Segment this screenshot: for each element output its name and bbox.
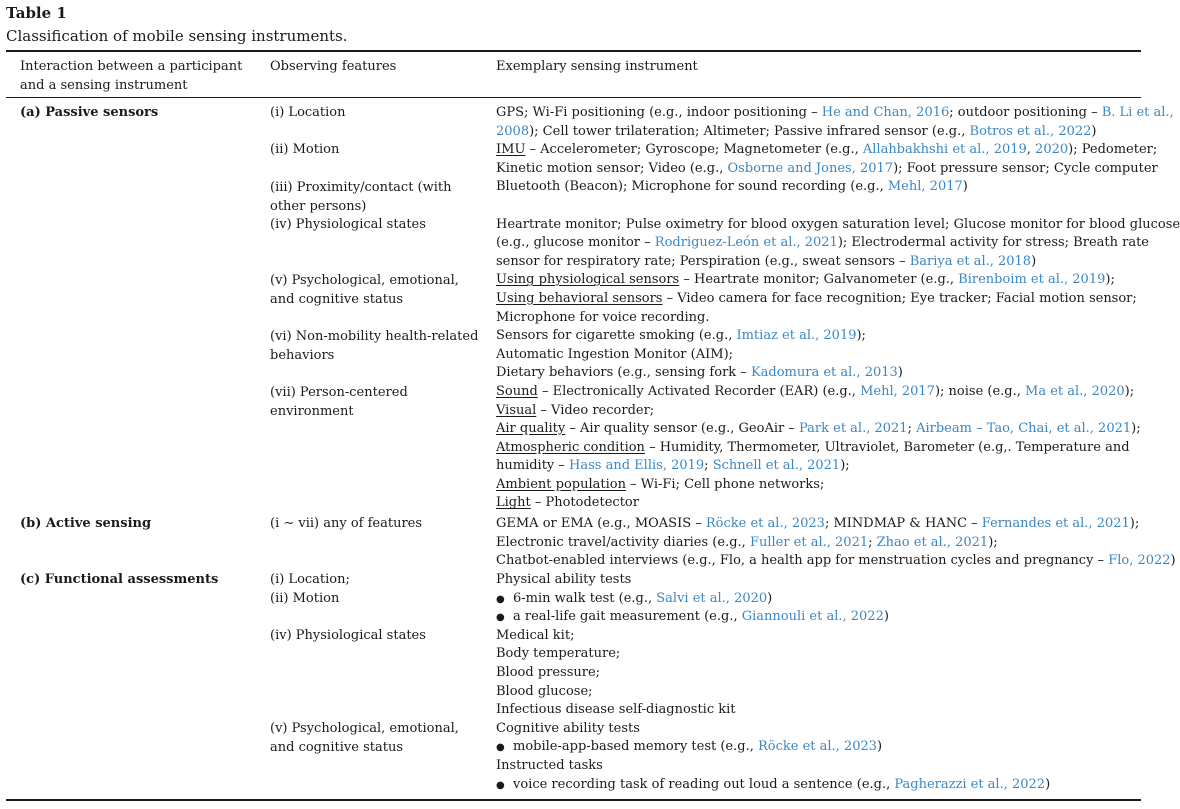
feature-c-psychological: (v) Psychological, emotional, and cognitive status [270, 721, 459, 755]
citation-link[interactable]: Birenboim et al., 2019 [958, 272, 1106, 288]
citation-link[interactable]: Schnell et al., 2021 [712, 458, 841, 474]
feature-non-mobility-behaviors: (vi) Non-mobility health-related behaviors [270, 329, 479, 363]
instrument-line: Ambient population – Wi-Fi; Cell phone networks; [496, 476, 825, 492]
citation-link[interactable]: Kadomura et al., 2013 [750, 365, 898, 381]
instrument-line: GEMA or EMA (e.g., MOASIS – Röcke et al., 2023; MINDMAP & HANC – Fernandes et al., 2021); [496, 516, 1140, 531]
bullet-icon: ● [496, 612, 505, 624]
instrument-line: Sound – Electronically Activated Recorder (EAR) (e.g., Mehl, 2017); noise (e.g., Ma et al., 2020); [496, 383, 1135, 399]
citation-link[interactable]: 2020 [1035, 142, 1069, 158]
feature-person-centered-environment: (vii) Person-centered environment [270, 385, 408, 419]
instrument-line: Blood pressure; [496, 664, 601, 680]
instruments-active [496, 515, 1176, 571]
citation-link[interactable]: B. Li et al., [1101, 105, 1174, 120]
citation-link[interactable]: Fuller et al., 2021 [749, 534, 869, 550]
instrument-line: Physical ability tests [496, 572, 632, 587]
instrument-line: Sensors for cigarette smoking (e.g., Imtiaz et al., 2019); [496, 328, 866, 344]
instrument-line: Instructed tasks [496, 757, 603, 773]
feature-proximity: (iii) Proximity/contact (with other persons) [270, 180, 452, 214]
instrument-line: ● mobile-app-based memory test (e.g., Röcke et al., 2023) [496, 739, 883, 755]
instrument-line: Microphone for voice recording. [496, 309, 710, 325]
instrument-line: GPS; Wi-Fi positioning (e.g., indoor positioning – He and Chan, 2016; outdoor positioning – B. Li et al., [496, 105, 1174, 120]
citation-link[interactable]: Airbeam – Tao, Chai, et al., 2021 [916, 421, 1132, 437]
top-rule [6, 50, 1141, 52]
citation-link[interactable]: Mehl, 2017 [887, 179, 963, 195]
feature-location: (i) Location [270, 105, 346, 120]
feature-c-location: (i) Location; [270, 572, 350, 587]
feature-motion: (ii) Motion [270, 142, 340, 157]
feature-any: (i ∼ vii) any of features [270, 516, 423, 531]
citation-link[interactable]: Osborne and Jones, 2017 [727, 160, 894, 176]
citation-link[interactable]: Bariya et al., 2018 [909, 253, 1032, 269]
instrument-line: IMU – Accelerometer; Gyroscope; Magnetometer (e.g., Allahbakhshi et al., 2019, 2020); Pedometer; [496, 142, 1158, 158]
instrument-line: Automatic Ingestion Monitor (AIM); [496, 346, 734, 362]
instrument-line: Using physiological sensors – Heartrate monitor; Galvanometer (e.g., Birenboim et al., 2019); [496, 272, 1115, 288]
bullet-icon: ● [496, 742, 505, 754]
instruments-passive [496, 104, 1180, 513]
bottom-rule [6, 799, 1141, 801]
citation-link[interactable]: Röcke et al., 2023 [705, 516, 825, 531]
table-label: Table 1 [6, 4, 67, 22]
instrument-line: Dietary behaviors (e.g., sensing fork – Kadomura et al., 2013) [496, 365, 903, 381]
instrument-line: ● a real-life gait measurement (e.g., Giannouli et al., 2022) [496, 609, 889, 625]
citation-link[interactable]: Giannouli et al., 2022 [741, 609, 884, 625]
category-active-sensing: (b) Active sensing [20, 516, 152, 531]
citation-link[interactable]: Imtiaz et al., 2019 [736, 328, 857, 344]
citation-link[interactable]: Botros et al., 2022 [969, 123, 1092, 139]
citation-link[interactable]: Allahbakhshi et al., 2019 [862, 142, 1027, 158]
citation-link[interactable]: Röcke et al., 2023 [757, 739, 878, 755]
instrument-line: ● 6-min walk test (e.g., Salvi et al., 2020) [496, 590, 773, 606]
instrument-line: Atmospheric condition – Humidity, Thermometer, Ultraviolet, Barometer (e.g,. Temperature and [496, 439, 1130, 455]
citation-link[interactable]: Park et al., 2021 [798, 421, 908, 437]
citation-link[interactable]: Fernandes et al., 2021 [981, 516, 1130, 531]
header-observing-features: Observing features [270, 59, 397, 74]
bullet-icon: ● [496, 593, 505, 605]
instrument-line: humidity – Hass and Ellis, 2019; Schnell et al., 2021); [496, 458, 850, 474]
citation-link[interactable]: Flo, 2022 [1108, 553, 1171, 569]
instrument-line: Using behavioral sensors – Video camera for face recognition; Eye tracker; Facial motion sensor; [496, 290, 1137, 306]
citation-link[interactable]: Pagherazzi et al., 2022 [894, 776, 1046, 792]
feature-psychological-status: (v) Psychological, emotional, and cognitive status [270, 273, 459, 307]
citation-link[interactable]: 2008 [496, 123, 530, 139]
header-interaction: Interaction between a participant and a sensing instrument [20, 59, 243, 93]
bullet-icon: ● [496, 779, 505, 791]
instrument-line: Medical kit; [496, 627, 575, 643]
category-functional-assessments: (c) Functional assessments [20, 572, 219, 587]
citation-link[interactable]: He and Chan, 2016 [821, 105, 950, 120]
instrument-line: 2008); Cell tower trilateration; Altimeter; Passive infrared sensor (e.g., Botros et al., 2022) [496, 123, 1097, 139]
instrument-line: Electronic travel/activity diaries (e.g., Fuller et al., 2021; Zhao et al., 2021); [496, 534, 998, 550]
instruments-functional [496, 571, 1050, 794]
citation-link[interactable]: Hass and Ellis, 2019 [569, 458, 705, 474]
instrument-line: Blood glucose; [496, 683, 593, 699]
instrument-line: Air quality – Air quality sensor (e.g., GeoAir – Park et al., 2021; Airbeam – Tao, Chai, et al., 2021); [496, 421, 1141, 437]
feature-c-physiological: (iv) Physiological states [270, 628, 426, 643]
instrument-line: Infectious disease self-diagnostic kit [496, 702, 736, 718]
feature-c-motion: (ii) Motion [270, 591, 340, 606]
feature-physiological-states: (iv) Physiological states [270, 217, 426, 232]
citation-link[interactable]: Ma et al., 2020 [1025, 383, 1125, 399]
instrument-line: Light – Photodetector [496, 495, 639, 511]
table-caption: Classification of mobile sensing instruments. [6, 27, 348, 45]
instrument-line: Kinetic motion sensor; Video (e.g., Osborne and Jones, 2017); Foot pressure sensor; Cycle computer [496, 160, 1158, 176]
instrument-line: Body temperature; [496, 646, 621, 662]
citation-link[interactable]: Zhao et al., 2021 [876, 534, 989, 550]
header-sensing-instrument: Exemplary sensing instrument [496, 59, 698, 74]
header-rule [6, 97, 1141, 98]
citation-link[interactable]: Salvi et al., 2020 [656, 590, 768, 606]
instrument-line: Visual – Video recorder; [496, 402, 655, 418]
instrument-line: Chatbot-enabled interviews (e.g., Flo, a health app for menstruation cycles and pregnancy – Flo, 2022) [496, 553, 1176, 569]
citation-link[interactable]: Rodriguez-León et al., 2021 [654, 235, 838, 251]
instrument-line: sensor for respiratory rate; Perspiration (e.g., sweat sensors – Bariya et al., 2018) [496, 253, 1037, 269]
instrument-line: ● voice recording task of reading out loud a sentence (e.g., Pagherazzi et al., 2022) [496, 776, 1051, 792]
instrument-line: Cognitive ability tests [496, 720, 640, 736]
category-passive-sensors: (a) Passive sensors [20, 105, 159, 120]
instrument-line: (e.g., glucose monitor – Rodriguez-León et al., 2021); Electrodermal activity for stress; Breath rate [496, 235, 1149, 251]
citation-link[interactable]: Mehl, 2017 [860, 383, 935, 399]
instrument-line: Heartrate monitor; Pulse oximetry for blood oxygen saturation level; Glucose monitor for blood glucose [496, 216, 1180, 232]
instrument-line: Bluetooth (Beacon); Microphone for sound recording (e.g., Mehl, 2017) [496, 179, 968, 195]
